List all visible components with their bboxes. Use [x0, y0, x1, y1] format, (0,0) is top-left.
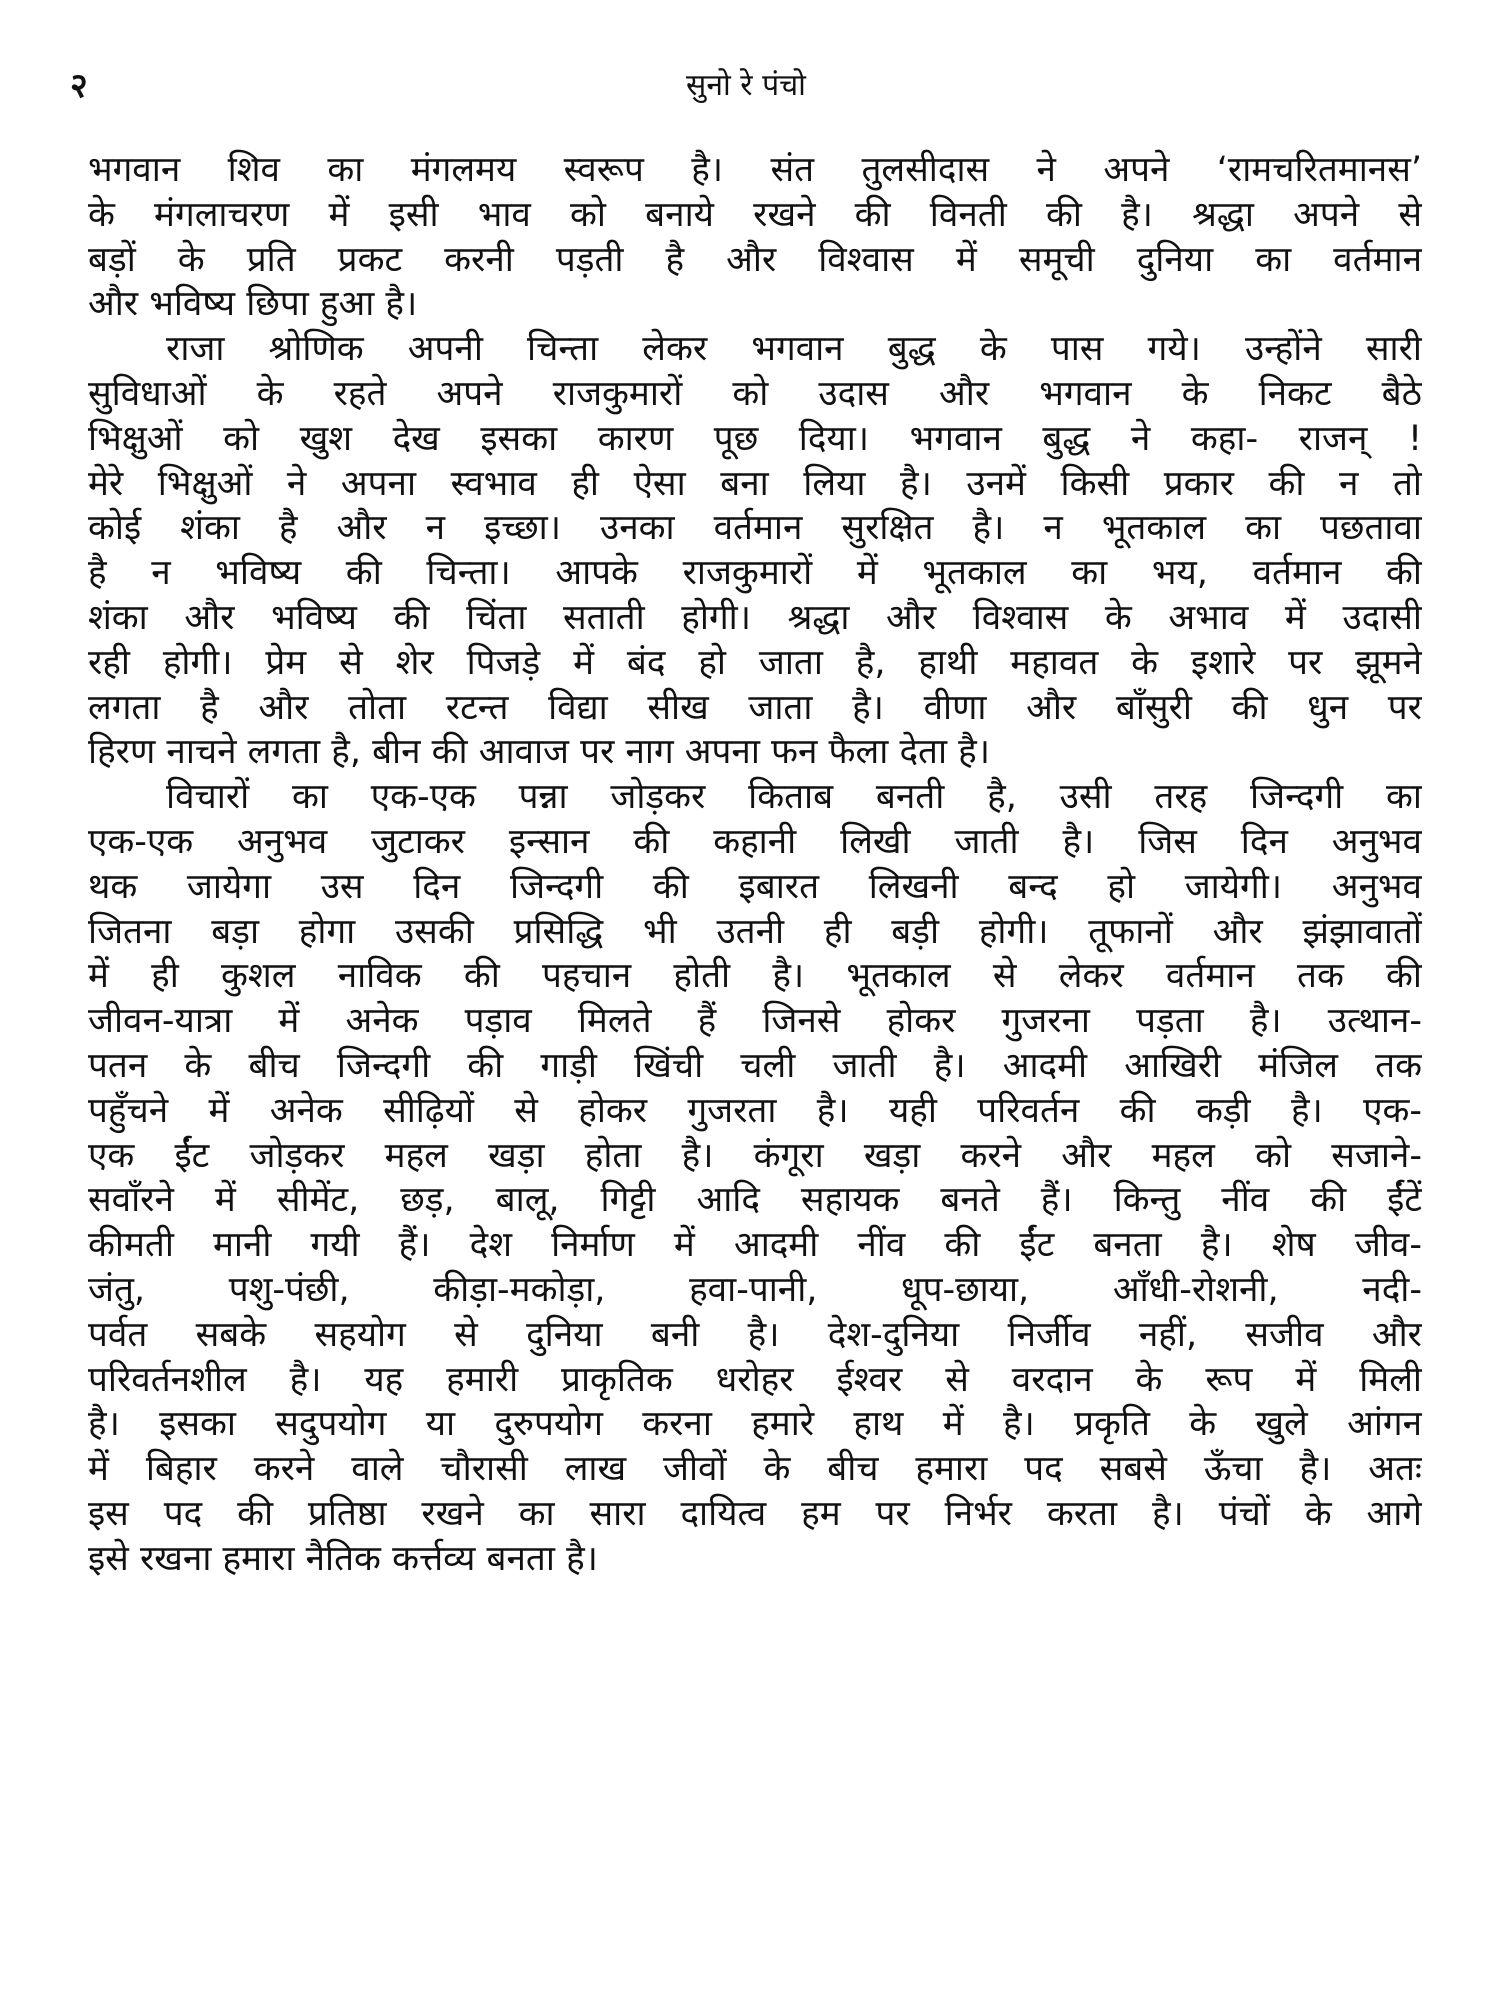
text-line: बड़ों के प्रति प्रकट करनी पड़ती है और विश्वास में समूची दुनिया का वर्तमान: [88, 239, 1422, 280]
text-line: पतन के बीच जिन्दगी की गाड़ी खिंची चली जाती है। आदमी आखिरी मंजिल तक: [88, 1045, 1422, 1086]
text-line: भिक्षुओं को खुश देख इसका कारण पूछ दिया। भगवान बुद्ध ने कहा- राजन् !: [88, 418, 1422, 459]
body-text: [88, 148, 1422, 1582]
text-line: विचारों का एक-एक पन्ना जोड़कर किताब बनती है, उसी तरह जिन्दगी का: [166, 777, 1422, 818]
paragraph-1: [88, 148, 1422, 327]
text-line: कोई शंका है और न इच्छा। उनका वर्तमान सुरक्षित है। न भूतकाल का पछतावा: [88, 508, 1422, 549]
text-line: जंतु, पशु-पंछी, कीड़ा-मकोड़ा, हवा-पानी, धूप-छाया, आँधी-रोशनी, नदी-: [88, 1269, 1422, 1310]
page-number: २: [70, 66, 88, 106]
text-line: भगवान शिव का मंगलमय स्वरूप है। संत तुलसीदास ने अपने ‘रामचरितमानस’: [88, 150, 1422, 190]
text-line: परिवर्तनशील है। यह हमारी प्राकृतिक धरोहर ईश्वर से वरदान के रूप में मिली: [88, 1359, 1422, 1400]
text-line: सवाँरने में सीमेंट, छड़, बालू, गिट्टी आदि सहायक बनते हैं। किन्तु नींव की ईंटें: [88, 1180, 1422, 1221]
text-line: राजा श्रोणिक अपनी चिन्ता लेकर भगवान बुद्ध के पास गये। उन्होंने सारी: [166, 329, 1422, 370]
text-line: लगता है और तोता रटन्त विद्या सीख जाता है। वीणा और बाँसुरी की धुन पर: [88, 687, 1422, 728]
text-line: कीमती मानी गयी हैं। देश निर्माण में आदमी नींव की ईंट बनता है। शेष जीव-: [88, 1225, 1422, 1266]
paragraph-3: [88, 775, 1422, 1581]
text-line: में ही कुशल नाविक की पहचान होती है। भूतकाल से लेकर वर्तमान तक की: [88, 956, 1422, 997]
text-line: एक-एक अनुभव जुटाकर इन्सान की कहानी लिखी जाती है। जिस दिन अनुभव: [88, 821, 1422, 862]
text-line: इस पद की प्रतिष्ठा रखने का सारा दायित्व हम पर निर्भर करता है। पंचों के आगे: [88, 1493, 1422, 1534]
text-line: थक जायेगा उस दिन जिन्दगी की इबारत लिखनी बन्द हो जायेगी। अनुभव: [88, 866, 1422, 907]
text-line: है न भविष्य की चिन्ता। आपके राजकुमारों में भूतकाल का भय, वर्तमान की: [88, 553, 1422, 594]
text-line: और भविष्य छिपा हुआ है।: [88, 284, 418, 325]
paragraph-2: [88, 327, 1422, 775]
text-line: जीवन-यात्रा में अनेक पड़ाव मिलते हैं जिनसे होकर गुजरना पड़ता है। उत्थान-: [88, 1001, 1422, 1042]
text-line: एक ईंट जोड़कर महल खड़ा होता है। कंगूरा खड़ा करने और महल को सजाने-: [88, 1135, 1422, 1176]
text-line: जितना बड़ा होगा उसकी प्रसिद्धि भी उतनी ही बड़ी होगी। तूफानों और झंझावातों: [88, 911, 1422, 952]
text-line: हिरण नाचने लगता है, बीन की आवाज पर नाग अपना फन फैला देता है।: [88, 732, 991, 773]
text-line: है। इसका सदुपयोग या दुरुपयोग करना हमारे हाथ में है। प्रकृति के खुले आंगन: [88, 1404, 1422, 1445]
text-line: में बिहार करने वाले चौरासी लाख जीवों के बीच हमारा पद सबसे ऊँचा है। अतः: [88, 1449, 1422, 1490]
text-line: रही होगी। प्रेम से शेर पिजड़े में बंद हो जाता है, हाथी महावत के इशारे पर झूमने: [88, 642, 1422, 683]
page-header: [70, 66, 1422, 126]
text-line: सुविधाओं के रहते अपने राजकुमारों को उदास और भगवान के निकट बैठे: [88, 373, 1422, 414]
running-title: सुनो रे पंचो: [686, 68, 806, 103]
text-line: शंका और भविष्य की चिंता सताती होगी। श्रद्धा और विश्वास के अभाव में उदासी: [88, 597, 1422, 638]
text-line: इसे रखना हमारा नैतिक कर्त्तव्य बनता है।: [88, 1538, 598, 1579]
text-line: पर्वत सबके सहयोग से दुनिया बनी है। देश-दुनिया निर्जीव नहीं, सजीव और: [88, 1314, 1422, 1355]
text-line: के मंगलाचरण में इसी भाव को बनाये रखने की विनती की है। श्रद्धा अपने से: [88, 194, 1422, 235]
text-line: पहुँचने में अनेक सीढ़ियों से होकर गुजरता है। यही परिवर्तन की कड़ी है। एक-: [88, 1090, 1422, 1131]
text-line: मेरे भिक्षुओं ने अपना स्वभाव ही ऐसा बना लिया है। उनमें किसी प्रकार की न तो: [88, 463, 1422, 504]
